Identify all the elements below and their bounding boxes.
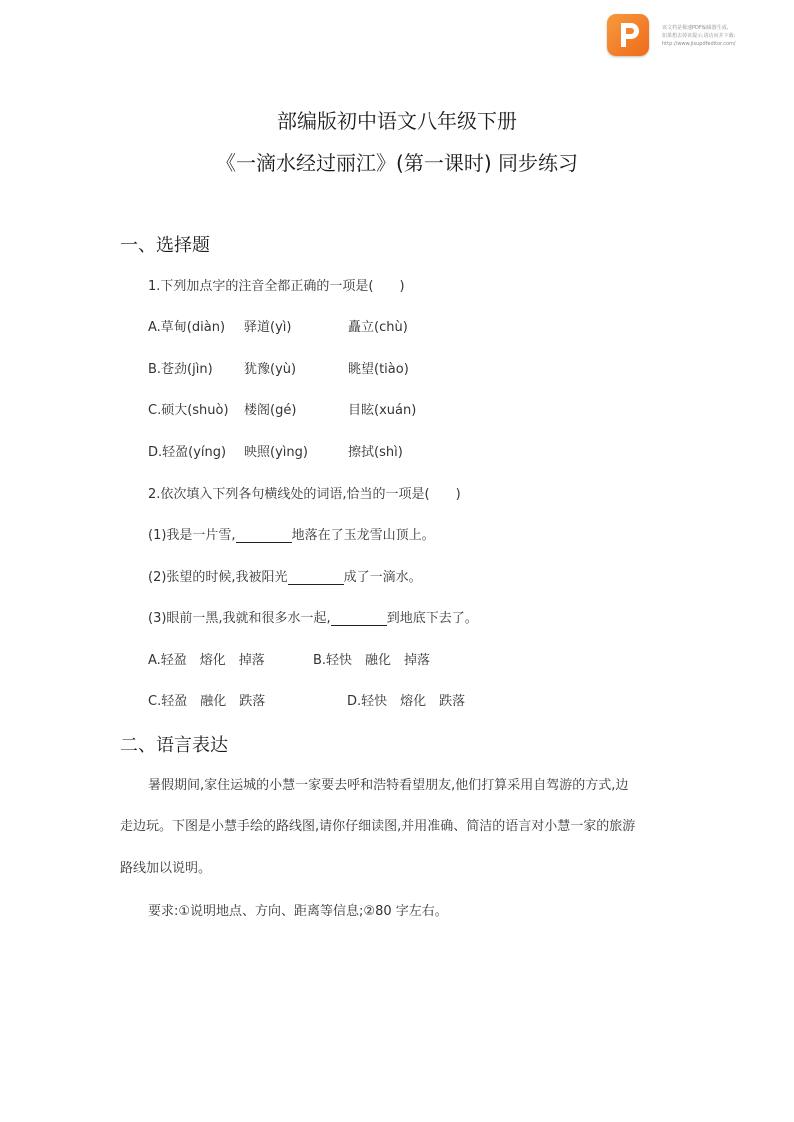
page-subtitle: 《一滴水经过丽江》(第一课时) 同步练习 [216, 151, 578, 175]
question-2-option-b: B.轻快 融化 掉落 [313, 653, 431, 668]
fill-blank [236, 528, 292, 543]
question-2-sentence-1 [148, 524, 435, 543]
pdf-editor-logo-icon [607, 14, 649, 56]
option-word: C.硕大(shuò) [148, 403, 229, 418]
option-word: 楼阁(gé) [244, 403, 297, 418]
option-word: A.草甸(diàn) [148, 320, 226, 335]
section-heading-choice: 一、选择题 [120, 235, 210, 256]
fill-blank [288, 570, 344, 585]
question-1-option-b [148, 358, 409, 377]
watermark-line-2: 如果想去掉该提示,请访问并下载: [662, 33, 736, 39]
watermark-link[interactable]: http://www.jisupdfeditor.com/ [662, 41, 736, 47]
sentence-text: 成了一滴水。 [343, 570, 422, 585]
option-word: 映照(yìng) [244, 445, 308, 460]
option-word: 目眩(xuán) [348, 403, 417, 418]
section-heading-expression: 二、语言表达 [120, 735, 228, 756]
option-word: 擦拭(shì) [348, 445, 403, 460]
question-2-stem: 2.依次填入下列各句横线处的词语,恰当的一项是( ) [148, 487, 461, 502]
sentence-text: 到地底下去了。 [386, 611, 478, 626]
paragraph-line-3: 路线加以说明。 [120, 861, 212, 876]
requirement-text: 要求:①说明地点、方向、距离等信息;②80 字左右。 [148, 904, 448, 919]
watermark-line-1: 该文档是极速PDF编辑器生成, [662, 25, 729, 31]
question-2-sentence-2 [148, 566, 422, 585]
page-title: 部编版初中语文八年级下册 [277, 109, 517, 133]
paragraph-line-1: 暑假期间,家住运城的小慧一家要去呼和浩特看望朋友,他们打算采用自驾游的方式,边 [148, 778, 629, 793]
question-2-option-d: D.轻快 熔化 跌落 [347, 694, 466, 709]
question-2-option-c: C.轻盈 融化 跌落 [148, 694, 266, 709]
sentence-text: (3)眼前一黑,我就和很多水一起, [148, 611, 331, 626]
question-1-stem: 1.下列加点字的注音全都正确的一项是( ) [148, 279, 405, 294]
sentence-text: (1)我是一片雪, [148, 528, 236, 543]
sentence-text: (2)张望的时候,我被阳光 [148, 570, 288, 585]
question-2-option-a: A.轻盈 熔化 掉落 [148, 653, 265, 668]
question-1-option-d [148, 441, 403, 460]
option-word: B.苍劲(jìn) [148, 362, 213, 377]
option-word: 驿道(yì) [244, 320, 292, 335]
question-1-option-c [148, 399, 416, 418]
question-2-sentence-3 [148, 607, 478, 626]
option-word: 眺望(tiào) [348, 362, 409, 377]
question-1-option-a [148, 316, 408, 335]
sentence-text: 地落在了玉龙雪山顶上。 [291, 528, 435, 543]
option-word: 矗立(chù) [348, 320, 408, 335]
fill-blank [331, 611, 387, 626]
paragraph-line-2: 走边玩。下图是小慧手绘的路线图,请你仔细读图,并用准确、简洁的语言对小慧一家的旅游 [120, 819, 636, 834]
option-word: 犹豫(yù) [244, 362, 297, 377]
option-word: D.轻盈(yíng) [148, 445, 227, 460]
